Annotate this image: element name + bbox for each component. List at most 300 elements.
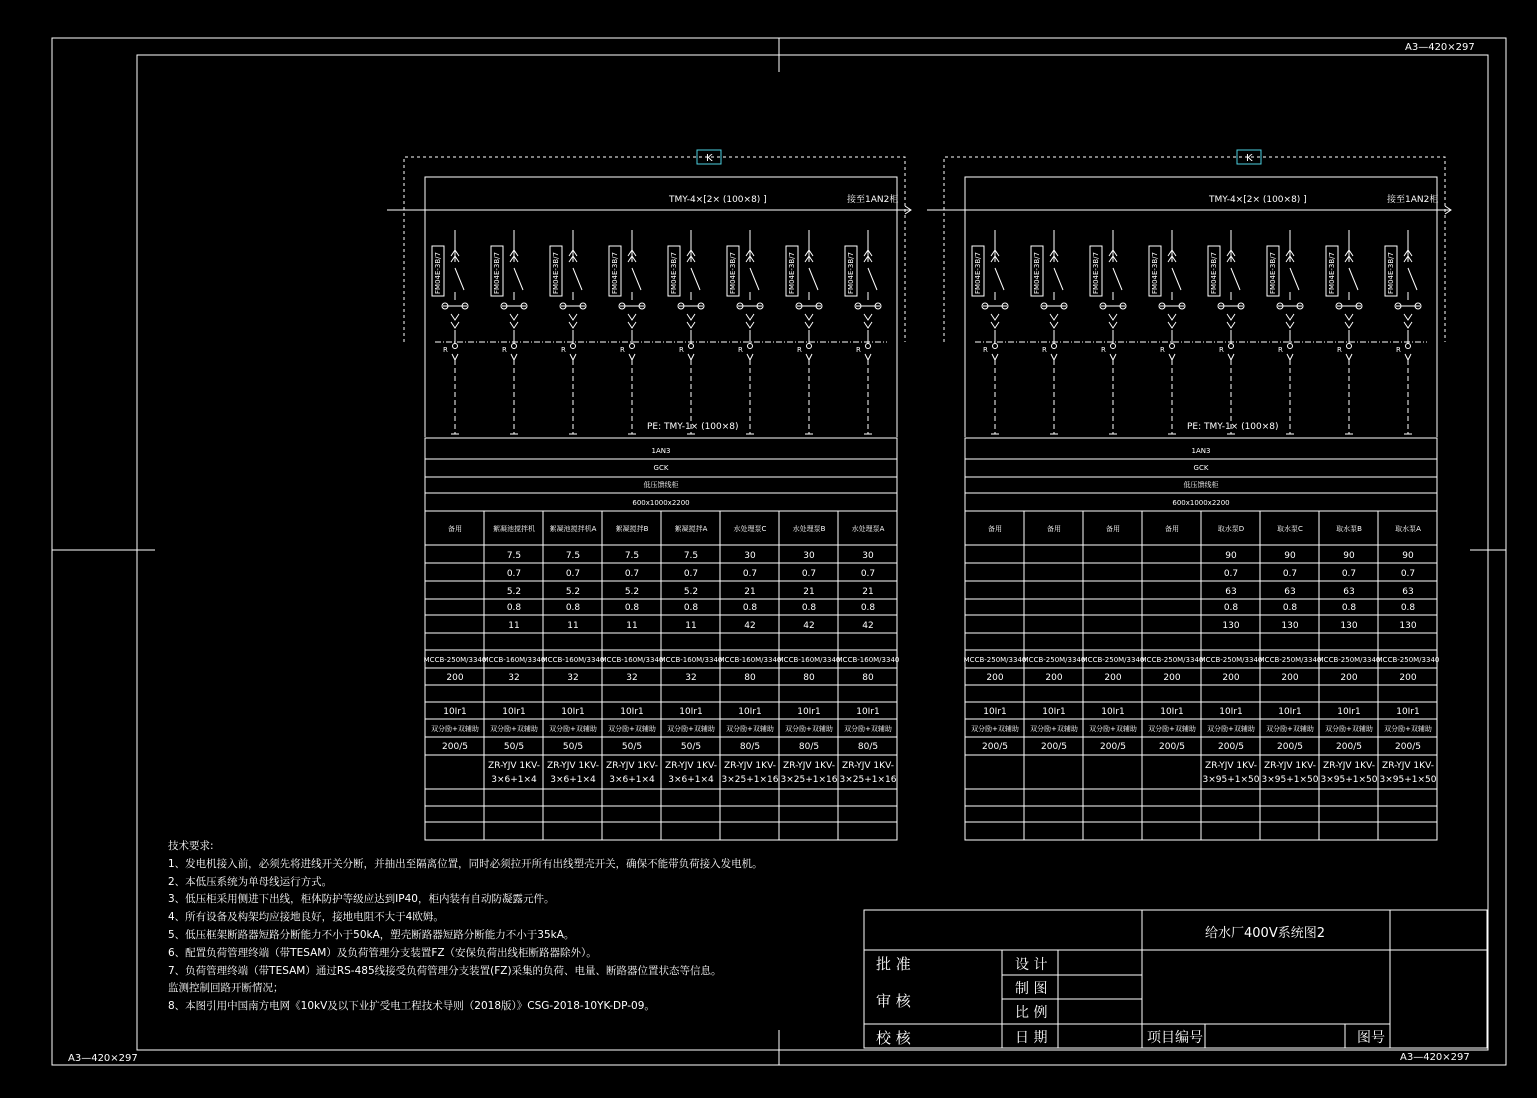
cell-meter: 双分励+双辅助	[726, 725, 774, 733]
cell-breaker: MCCB-160M/3340	[777, 656, 841, 664]
cell-meter: 双分励+双辅助	[431, 725, 479, 733]
cell-kx: 0.7	[1400, 569, 1416, 579]
feeder-1	[972, 230, 1008, 434]
cell-ij: 42	[803, 621, 815, 631]
cell-cable1: ZR-YJV 1KV-	[842, 761, 894, 771]
cell-ir: 200	[1104, 673, 1122, 683]
cell-ir: 200	[986, 673, 1004, 683]
sheet-size-bottom-right: A3—420×297	[1400, 1052, 1470, 1063]
cell-breaker: MCCB-160M/3340	[659, 656, 723, 664]
plug-contact-bottom-2	[864, 322, 872, 328]
cell-cable1: ZR-YJV 1KV-	[1205, 761, 1257, 771]
meter-node	[1170, 344, 1175, 349]
cell-pj: 5.2	[683, 587, 699, 597]
cell-meter: 双分励+双辅助	[1030, 725, 1078, 733]
cell-name: 水处理泵C	[733, 525, 767, 533]
meter-node	[689, 344, 694, 349]
cell-cable1: ZR-YJV 1KV-	[1323, 761, 1375, 771]
cell-set: 10Ir1	[1042, 707, 1066, 717]
cell-cable2: 3×25+1×16	[780, 775, 838, 785]
interlock-key-label: K	[706, 153, 713, 164]
cell-set: 10Ir1	[1219, 707, 1243, 717]
plug-contact-bottom-2	[1050, 322, 1058, 328]
meter-tag: R	[679, 346, 684, 354]
cell-p: 7.5	[506, 551, 522, 561]
cell-cos: 0.8	[1400, 603, 1416, 613]
feeder-4	[1149, 230, 1185, 434]
cell-ij: 11	[685, 621, 697, 631]
cell-breaker: MCCB-250M/3340	[1199, 656, 1263, 664]
cell-meter: 双分励+双辅助	[844, 725, 892, 733]
outgoing-arrow	[452, 354, 458, 360]
cell-breaker: MCCB-160M/3340	[836, 656, 900, 664]
check-label: 校 核	[876, 1029, 911, 1047]
outgoing-arrow	[570, 354, 576, 360]
breaker-switch-blade	[1231, 268, 1240, 290]
cell-ct: 200/5	[1159, 742, 1185, 752]
plug-contact-bottom-2	[805, 322, 813, 328]
feeder-3	[550, 230, 586, 434]
pe-bus-spec: PE: TMY-1× (100×8)	[647, 422, 739, 432]
breaker-switch-blade	[809, 268, 818, 290]
cell-pj: 21	[744, 587, 756, 597]
meter-node	[1229, 344, 1234, 349]
cell-ij: 130	[1281, 621, 1299, 631]
outgoing-arrow	[511, 354, 517, 360]
plug-contact-bottom-2	[1404, 322, 1412, 328]
interlock-key-label: K	[1246, 153, 1253, 164]
plug-contact-bottom	[1168, 314, 1176, 320]
cell-cable2: 3×95+1×50	[1379, 775, 1437, 785]
cell-cos: 0.8	[1341, 603, 1357, 613]
cell-name: 絮凝搅拌B	[615, 525, 649, 533]
feeder-5	[1208, 230, 1244, 434]
cell-set: 10Ir1	[502, 707, 526, 717]
note-line-7: 7、负荷管理终端（带TESAM）通过RS-485线接受负荷管理分支装置(FZ)采集的负荷、电量、断路器位置状态等信息。	[168, 964, 722, 977]
cell-cable2: 3×25+1×16	[721, 775, 779, 785]
outgoing-arrow	[747, 354, 753, 360]
cell-cable2: 3×6+1×4	[609, 775, 655, 785]
meter-tag: R	[1278, 346, 1283, 354]
plug-contact-bottom	[1404, 314, 1412, 320]
outgoing-arrow	[992, 354, 998, 360]
cell-breaker: MCCB-250M/3340	[423, 656, 487, 664]
cell-cable2: 3×6+1×4	[550, 775, 596, 785]
cell-ct: 200/5	[982, 742, 1008, 752]
cell-breaker: MCCB-160M/3340	[482, 656, 546, 664]
breaker-label: FM04E-3B/7	[847, 252, 855, 294]
breaker-switch-blade	[868, 268, 877, 290]
plug-contact-bottom	[628, 314, 636, 320]
cell-name: 取水泵C	[1277, 525, 1303, 533]
cell-pj: 5.2	[565, 587, 581, 597]
cell-meter: 双分励+双辅助	[785, 725, 833, 733]
cell-cable1: ZR-YJV 1KV-	[665, 761, 717, 771]
cell-name: 取水泵B	[1336, 525, 1362, 533]
meter-node	[630, 344, 635, 349]
feeder-8	[845, 230, 881, 434]
cell-pj: 21	[803, 587, 815, 597]
cell-ct: 200/5	[1100, 742, 1126, 752]
plug-contact-bottom	[687, 314, 695, 320]
cell-ct: 200/5	[1277, 742, 1303, 752]
plug-contact-bottom-2	[569, 322, 577, 328]
cell-cable1: ZR-YJV 1KV-	[606, 761, 658, 771]
cell-kx: 0.7	[742, 569, 758, 579]
outgoing-arrow	[806, 354, 812, 360]
cell-p: 90	[1225, 551, 1237, 561]
note-line-8: 监测控制回路开断情况；	[168, 982, 284, 995]
dashed-enclosure	[404, 157, 905, 342]
plug-contact-bottom	[1345, 314, 1353, 320]
breaker-label: FM04E-3B/7	[670, 252, 678, 294]
cell-name: 取水泵D	[1217, 525, 1245, 533]
cell-kx: 0.7	[1282, 569, 1298, 579]
cell-name: 絮凝池搅拌机	[493, 525, 535, 533]
cell-cos: 0.8	[683, 603, 699, 613]
meter-tag: R	[797, 346, 802, 354]
cell-cos: 0.8	[506, 603, 522, 613]
cell-meter: 双分励+双辅助	[1325, 725, 1373, 733]
cell-set: 10Ir1	[738, 707, 762, 717]
cell-pj: 63	[1225, 587, 1237, 597]
busbar-spec: TMY-4×[2× (100×8) ]	[1209, 195, 1307, 205]
cell-pj: 21	[862, 587, 874, 597]
breaker-label: FM04E-3B/7	[1328, 252, 1336, 294]
cell-cable1: ZR-YJV 1KV-	[1382, 761, 1434, 771]
plug-contact-bottom	[451, 314, 459, 320]
cell-cos: 0.8	[801, 603, 817, 613]
cell-set: 10Ir1	[1101, 707, 1125, 717]
cell-cos: 0.8	[1282, 603, 1298, 613]
breaker-label: FM04E-3B/7	[552, 252, 560, 294]
plug-contact-bottom	[991, 314, 999, 320]
cell-breaker: MCCB-250M/3340	[1081, 656, 1145, 664]
cell-cable1: ZR-YJV 1KV-	[1264, 761, 1316, 771]
cell-ct: 200/5	[1336, 742, 1362, 752]
info-row-text: GCK	[653, 464, 669, 472]
cell-kx: 0.7	[624, 569, 640, 579]
note-line-3: 3、低压柜采用侧进下出线，柜体防护等级应达到IP40，柜内装有自动防凝露元件。	[168, 893, 555, 906]
cell-meter: 双分励+双辅助	[1089, 725, 1137, 733]
feeder-6	[1267, 230, 1303, 434]
cell-pj: 5.2	[506, 587, 522, 597]
cell-ir: 200	[1045, 673, 1063, 683]
cell-set: 10Ir1	[797, 707, 821, 717]
draw-label: 制 图	[1015, 981, 1048, 997]
cell-ct: 200/5	[1218, 742, 1244, 752]
meter-tag: R	[1160, 346, 1165, 354]
breaker-switch-blade	[691, 268, 700, 290]
plug-contact-bottom-2	[1286, 322, 1294, 328]
meter-node	[512, 344, 517, 349]
meter-node	[993, 344, 998, 349]
breaker-switch-blade	[514, 268, 523, 290]
cell-set: 10Ir1	[856, 707, 880, 717]
cell-ir: 80	[803, 673, 815, 683]
cell-cos: 0.8	[624, 603, 640, 613]
cell-ij: 11	[508, 621, 520, 631]
plug-contact-bottom	[1227, 314, 1235, 320]
outgoing-arrow	[1110, 354, 1116, 360]
technical-notes	[168, 838, 768, 1016]
breaker-switch-blade	[1172, 268, 1181, 290]
cell-name: 备用	[1047, 525, 1061, 533]
cell-ct: 80/5	[798, 742, 820, 752]
meter-tag: R	[561, 346, 566, 354]
cell-ct: 50/5	[503, 742, 525, 752]
approve-label: 批 准	[876, 955, 911, 973]
plug-contact-bottom	[864, 314, 872, 320]
meter-node	[453, 344, 458, 349]
plug-contact-bottom-2	[1345, 322, 1353, 328]
cell-p: 30	[744, 551, 756, 561]
cell-set: 10Ir1	[983, 707, 1007, 717]
meter-node	[1347, 344, 1352, 349]
sheet-size-top: A3—420×297	[1405, 42, 1475, 53]
breaker-label: FM04E-3B/7	[1387, 252, 1395, 294]
cell-cable2: 3×6+1×4	[491, 775, 537, 785]
panel-outline	[425, 177, 897, 437]
breaker-switch-blade	[995, 268, 1004, 290]
switchgear-panel-2	[927, 150, 1451, 840]
plug-contact-bottom-2	[510, 322, 518, 328]
cell-set: 10Ir1	[1278, 707, 1302, 717]
review-label: 审 核	[876, 992, 911, 1010]
meter-tag: R	[738, 346, 743, 354]
outgoing-arrow	[1051, 354, 1057, 360]
cell-meter: 双分励+双辅助	[549, 725, 597, 733]
cell-meter: 双分励+双辅助	[1384, 725, 1432, 733]
feeder-2	[491, 230, 527, 434]
note-line-1: 1、发电机接入前，必须先将进线开关分断，并抽出至隔离位置，同时必须拉开所有出线塑壳开关，确保不能带负荷接入发电机。	[168, 857, 763, 870]
note-line-4: 4、所有设备及构架均应接地良好，接地电阻不大于4欧姆。	[168, 911, 444, 924]
connect-to-label: 接至1AN2柜	[847, 195, 899, 205]
design-label: 设 计	[1015, 957, 1048, 973]
cell-ct: 200/5	[442, 742, 468, 752]
cell-ir: 200	[1399, 673, 1417, 683]
cell-breaker: MCCB-160M/3340	[718, 656, 782, 664]
plug-contact-bottom	[1109, 314, 1117, 320]
cell-cos: 0.8	[742, 603, 758, 613]
cell-cable2: 3×25+1×16	[839, 775, 897, 785]
cell-ij: 42	[862, 621, 874, 631]
notes-heading: 技术要求:	[168, 840, 214, 852]
breaker-label: FM04E-3B/7	[1210, 252, 1218, 294]
cell-cable1: ZR-YJV 1KV-	[547, 761, 599, 771]
cell-pj: 5.2	[624, 587, 640, 597]
meter-node	[866, 344, 871, 349]
meter-tag: R	[856, 346, 861, 354]
breaker-label: FM04E-3B/7	[611, 252, 619, 294]
plug-contact-bottom-2	[1168, 322, 1176, 328]
cell-cable2: 3×95+1×50	[1261, 775, 1319, 785]
meter-tag: R	[1396, 346, 1401, 354]
cell-cos: 0.8	[860, 603, 876, 613]
outgoing-arrow	[688, 354, 694, 360]
cell-ir: 200	[1163, 673, 1181, 683]
cell-ir: 200	[1222, 673, 1240, 683]
feeder-7	[1326, 230, 1362, 434]
cell-meter: 双分励+双辅助	[490, 725, 538, 733]
info-row-text: GCK	[1193, 464, 1209, 472]
plug-contact-bottom	[510, 314, 518, 320]
meter-tag: R	[983, 346, 988, 354]
breaker-switch-blade	[750, 268, 759, 290]
feeder-6	[727, 230, 763, 434]
cell-p: 90	[1284, 551, 1296, 561]
cell-kx: 0.7	[565, 569, 581, 579]
cell-cable1: ZR-YJV 1KV-	[724, 761, 776, 771]
cell-meter: 双分励+双辅助	[608, 725, 656, 733]
feeder-4	[609, 230, 645, 434]
breaker-label: FM04E-3B/7	[974, 252, 982, 294]
cell-name: 水处理泵B	[792, 525, 826, 533]
note-line-2: 2、本低压系统为单母线运行方式。	[168, 875, 333, 888]
breaker-switch-blade	[1290, 268, 1299, 290]
meter-tag: R	[620, 346, 625, 354]
cell-name: 备用	[988, 525, 1002, 533]
plug-contact-bottom	[1286, 314, 1294, 320]
cell-ct: 50/5	[621, 742, 643, 752]
note-line-9: 8、本图引用中国南方电网《10kV及以下业扩受电工程技术导则（2018版）》CSG-2018-10YK-DP-09。	[168, 1000, 655, 1013]
breaker-label: FM04E-3B/7	[434, 252, 442, 294]
info-row-text: 1AN3	[1191, 447, 1211, 455]
feeder-7	[786, 230, 822, 434]
breaker-label: FM04E-3B/7	[729, 252, 737, 294]
cell-p: 7.5	[624, 551, 640, 561]
cell-breaker: MCCB-160M/3340	[541, 656, 605, 664]
cell-p: 90	[1402, 551, 1414, 561]
cell-cable1: ZR-YJV 1KV-	[783, 761, 835, 771]
cell-name: 备用	[448, 525, 462, 533]
meter-node	[1052, 344, 1057, 349]
meter-tag: R	[1337, 346, 1342, 354]
breaker-label: FM04E-3B/7	[1033, 252, 1041, 294]
cell-set: 10Ir1	[620, 707, 644, 717]
drawing-number-label: 图号	[1357, 1030, 1385, 1046]
cell-p: 7.5	[565, 551, 581, 561]
connect-to-label: 接至1AN2柜	[1387, 195, 1439, 205]
meter-node	[748, 344, 753, 349]
note-line-5: 5、低压框架断路器短路分断能力不小于50kA，塑壳断路器短路分断能力不小于35kA。	[168, 928, 575, 941]
cell-breaker: MCCB-250M/3340	[1140, 656, 1204, 664]
meter-tag: R	[1042, 346, 1047, 354]
meter-node	[571, 344, 576, 349]
plug-contact-bottom	[569, 314, 577, 320]
plug-contact-bottom-2	[746, 322, 754, 328]
cell-cable2: 3×95+1×50	[1320, 775, 1378, 785]
meter-node	[807, 344, 812, 349]
plug-contact-bottom-2	[1227, 322, 1235, 328]
cell-ij: 11	[626, 621, 638, 631]
drawing-title: 给水厂400V系统图2	[1205, 926, 1325, 941]
info-row-text: 1AN3	[651, 447, 671, 455]
breaker-label: FM04E-3B/7	[493, 252, 501, 294]
outgoing-arrow	[865, 354, 871, 360]
pe-bus-spec: PE: TMY-1× (100×8)	[1187, 422, 1279, 432]
cell-breaker: MCCB-250M/3340	[963, 656, 1027, 664]
meter-node	[1288, 344, 1293, 349]
cell-kx: 0.7	[683, 569, 699, 579]
cell-kx: 0.7	[506, 569, 522, 579]
cell-meter: 双分励+双辅助	[971, 725, 1019, 733]
breaker-label: FM04E-3B/7	[1151, 252, 1159, 294]
breaker-label: FM04E-3B/7	[1269, 252, 1277, 294]
cell-pj: 63	[1402, 587, 1414, 597]
cell-ir: 32	[508, 673, 520, 683]
feeder-1	[432, 230, 468, 434]
cell-breaker: MCCB-250M/3340	[1317, 656, 1381, 664]
cell-meter: 双分励+双辅助	[1207, 725, 1255, 733]
cell-set: 10Ir1	[1396, 707, 1420, 717]
cell-cable2: 3×95+1×50	[1202, 775, 1260, 785]
plug-contact-bottom	[746, 314, 754, 320]
outgoing-arrow	[1228, 354, 1234, 360]
cell-ct: 80/5	[739, 742, 761, 752]
cell-ir: 32	[567, 673, 579, 683]
cell-ir: 32	[685, 673, 697, 683]
cell-set: 10Ir1	[561, 707, 585, 717]
cell-ij: 130	[1340, 621, 1358, 631]
cell-set: 10Ir1	[1337, 707, 1361, 717]
plug-contact-bottom-2	[687, 322, 695, 328]
info-row-text: 低压馈线柜	[643, 481, 679, 489]
cell-p: 30	[862, 551, 874, 561]
cell-p: 90	[1343, 551, 1355, 561]
outgoing-arrow	[1287, 354, 1293, 360]
cell-name: 絮凝搅拌A	[674, 525, 708, 533]
cell-cable1: ZR-YJV 1KV-	[488, 761, 540, 771]
scale-label: 比 例	[1015, 1005, 1048, 1021]
plug-contact-bottom-2	[451, 322, 459, 328]
cell-ir: 32	[626, 673, 638, 683]
cell-p: 30	[803, 551, 815, 561]
meter-node	[1406, 344, 1411, 349]
breaker-label: FM04E-3B/7	[788, 252, 796, 294]
breaker-switch-blade	[1408, 268, 1417, 290]
cell-ir: 80	[744, 673, 756, 683]
cell-ij: 42	[744, 621, 756, 631]
cell-ir: 200	[1281, 673, 1299, 683]
cell-name: 取水泵A	[1395, 525, 1421, 533]
cell-kx: 0.7	[1341, 569, 1357, 579]
cell-set: 10Ir1	[679, 707, 703, 717]
outgoing-arrow	[629, 354, 635, 360]
dashed-enclosure	[944, 157, 1445, 342]
cell-name: 水处理泵A	[851, 525, 885, 533]
cell-ct: 50/5	[680, 742, 702, 752]
feeder-8	[1385, 230, 1421, 434]
cell-name: 备用	[1106, 525, 1120, 533]
project-number-label: 项目编号	[1147, 1030, 1203, 1046]
feeder-5	[668, 230, 704, 434]
cell-ct: 80/5	[857, 742, 879, 752]
meter-tag: R	[502, 346, 507, 354]
cell-kx: 0.7	[860, 569, 876, 579]
outgoing-arrow	[1346, 354, 1352, 360]
outgoing-arrow	[1405, 354, 1411, 360]
cell-ct: 200/5	[1041, 742, 1067, 752]
cell-ir: 200	[1340, 673, 1358, 683]
cell-breaker: MCCB-160M/3340	[600, 656, 664, 664]
cell-meter: 双分励+双辅助	[667, 725, 715, 733]
feeder-3	[1090, 230, 1126, 434]
breaker-switch-blade	[573, 268, 582, 290]
meter-tag: R	[1219, 346, 1224, 354]
plug-contact-bottom	[805, 314, 813, 320]
note-line-6: 6、配置负荷管理终端（带TESAM）及负荷管理分支装置FZ（安保负荷出线柜断路器除外）。	[168, 946, 597, 959]
